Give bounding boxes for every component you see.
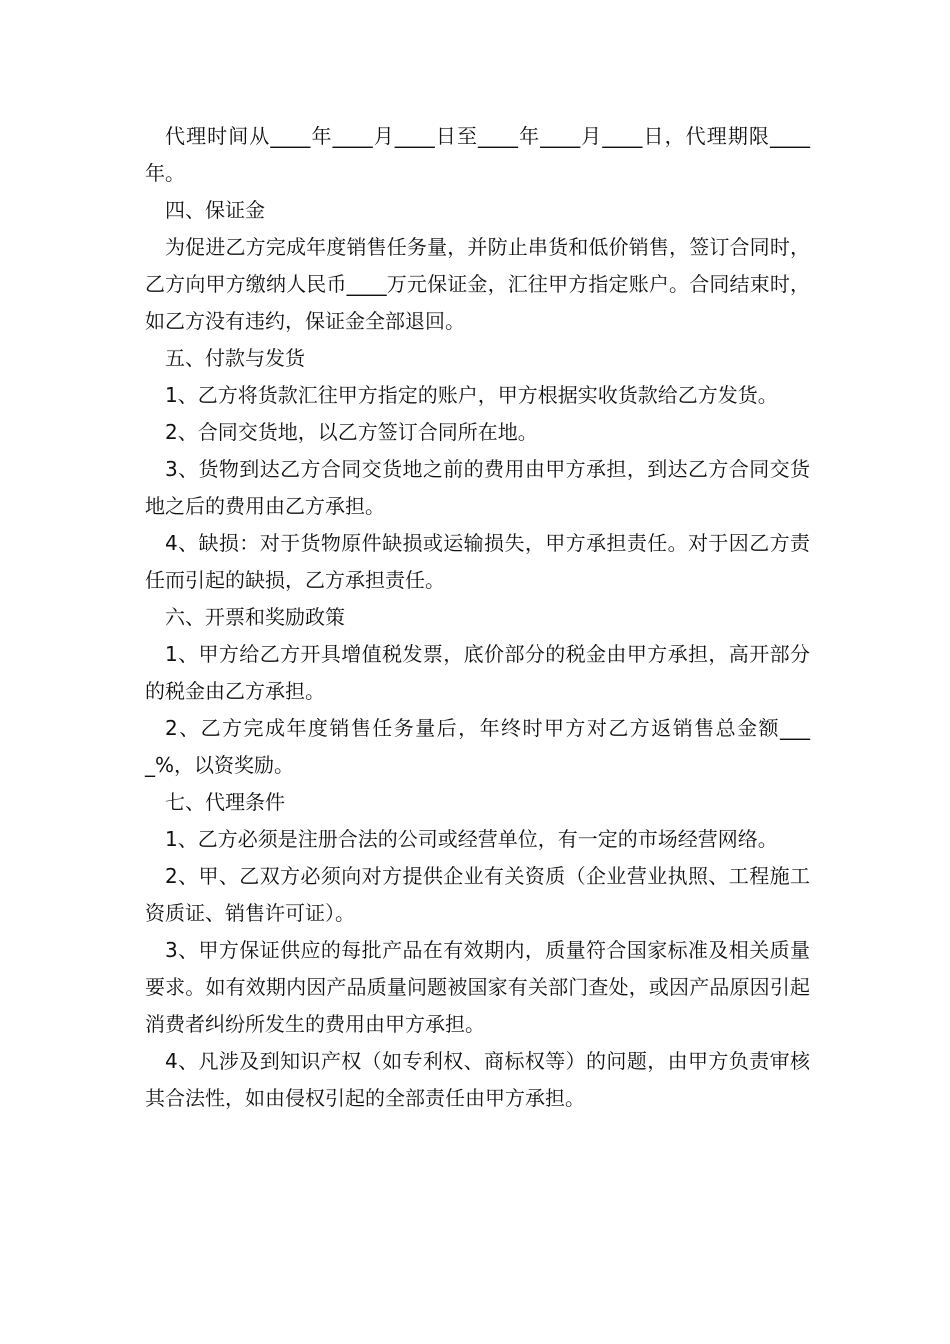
paragraph-deposit: 为促进乙方完成年度销售任务量，并防止串货和低价销售，签订合同时，乙方向甲方缴纳人民币____万元保证金，汇往甲方指定账户。合同结束时，如乙方没有违约，保证金全部退回。 [145,235,810,333]
paragraph-condition-1: 1、乙方必须是注册合法的公司或经营单位，有一定的市场经营网络。 [165,827,778,851]
section-heading-agency-conditions: 七、代理条件 [165,790,285,814]
section-heading-deposit: 四、保证金 [165,198,265,222]
paragraph-condition-4: 4、凡涉及到知识产权（如专利权、商标权等）的问题，由甲方负责审核其合法性，如由侵权引起的全部责任由甲方承担。 [145,1049,810,1110]
paragraph-invoice-1: 1、甲方给乙方开具增值税发票，底价部分的税金由甲方承担，高开部分的税金由乙方承担。 [145,642,810,703]
paragraph-payment-1: 1、乙方将货款汇往甲方指定的账户，甲方根据实收货款给乙方发货。 [165,383,778,407]
section-heading-payment-delivery: 五、付款与发货 [165,346,305,370]
section-heading-invoice-reward: 六、开票和奖励政策 [165,605,345,629]
paragraph-invoice-2: 2、乙方完成年度销售任务量后，年终时甲方对乙方返销售总金额____%，以资奖励。 [145,716,810,777]
paragraph-condition-3: 3、甲方保证供应的每批产品在有效期内，质量符合国家标准及相关质量要求。如有效期内因产品质量问题被国家有关部门查处，或因产品原因引起消费者纠纷所发生的费用由甲方承担。 [145,938,810,1036]
paragraph-agency-period: 代理时间从____年____月____日至____年____月____日，代理期限____年。 [145,124,810,185]
paragraph-condition-2: 2、甲、乙双方必须向对方提供企业有关资质（企业营业执照、工程施工资质证、销售许可证）。 [145,864,810,925]
paragraph-payment-2: 2、合同交货地，以乙方签订合同所在地。 [165,420,538,444]
paragraph-payment-4: 4、缺损：对于货物原件缺损或运输损失，甲方承担责任。对于因乙方责任而引起的缺损，乙方承担责任。 [145,531,810,592]
document-body [145,118,810,1117]
paragraph-payment-3: 3、货物到达乙方合同交货地之前的费用由甲方承担，到达乙方合同交货地之后的费用由乙方承担。 [145,457,810,518]
